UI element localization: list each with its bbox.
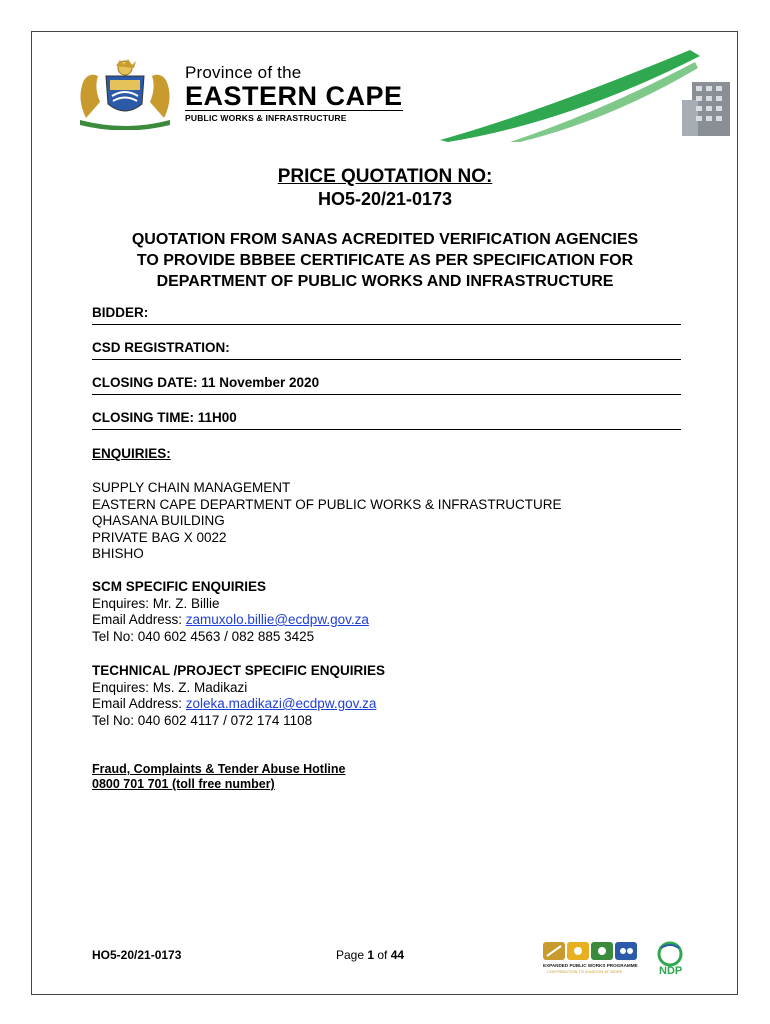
address-line: QHASANA BUILDING <box>92 513 225 528</box>
technical-email-link[interactable]: zoleka.madikazi@ecdpw.gov.za <box>185 696 377 711</box>
scm-enquiries-block <box>92 579 369 645</box>
coat-of-arms-logo <box>66 58 184 130</box>
address-line: SUPPLY CHAIN MANAGEMENT <box>92 480 291 495</box>
heading-line-3: DEPARTMENT OF PUBLIC WORKS AND INFRASTRUCTURE <box>156 273 614 290</box>
heading-line-2: TO PROVIDE BBBEE CERTIFICATE AS PER SPECIFICATION FOR <box>136 252 634 269</box>
fraud-hotline <box>92 762 346 792</box>
ndp-label: NDP <box>659 965 683 977</box>
department-logo-text <box>185 64 403 124</box>
closing-time-field: CLOSING TIME: 11H00 <box>92 410 681 430</box>
closing-date-field: CLOSING DATE: 11 November 2020 <box>92 375 681 395</box>
scm-email-label: Email Address: <box>92 612 186 627</box>
hotline-title: Fraud, Complaints & Tender Abuse Hotline <box>92 762 346 776</box>
heading-line-1: QUOTATION FROM SANAS ACREDITED VERIFICATION AGENCIES <box>131 231 639 248</box>
epwp-label: EXPANDED PUBLIC WORKS PROGRAMME <box>543 963 638 968</box>
department-line: PUBLIC WORKS & INFRASTRUCTURE <box>185 110 403 124</box>
building-icon <box>682 82 730 136</box>
epwp-tagline: CONTRIBUTION TO A NATION AT WORK <box>547 969 623 974</box>
green-swoosh-graphic <box>420 42 730 144</box>
province-line: Province of the <box>185 63 302 82</box>
scm-contact: Enquires: Mr. Z. Billie <box>92 595 220 611</box>
page-number: Page 1 of 44 <box>336 948 405 962</box>
address-line: EASTERN CAPE DEPARTMENT OF PUBLIC WORKS & INFRASTRUCTURE <box>92 496 562 512</box>
enquiries-address <box>92 480 562 563</box>
epwp-ndp-logo <box>543 940 691 978</box>
technical-email-label: Email Address: <box>92 696 186 711</box>
scm-tel: Tel No: 040 602 4563 / 082 885 3425 <box>92 628 315 644</box>
eastern-cape-wordmark: EASTERN CAPE <box>185 81 403 111</box>
enquiries-label: ENQUIRIES: <box>92 446 171 461</box>
quotation-number: HO5-20/21-0173 <box>317 189 453 209</box>
csd-registration-field: CSD REGISTRATION: <box>92 340 681 360</box>
hotline-number: 0800 701 701 (toll free number) <box>92 777 275 791</box>
scm-enquiries-title: SCM SPECIFIC ENQUIRIES <box>92 579 267 594</box>
technical-enquiries-title: TECHNICAL /PROJECT SPECIFIC ENQUIRIES <box>92 663 386 678</box>
address-line: PRIVATE BAG X 0022 <box>92 529 227 545</box>
quotation-heading <box>80 229 690 292</box>
address-line: BHISHO <box>92 546 144 561</box>
technical-enquiries-block <box>92 663 385 729</box>
technical-tel: Tel No: 040 602 4117 / 072 174 1108 <box>92 712 313 728</box>
bidder-field: BIDDER: <box>92 305 681 325</box>
scm-email-link[interactable]: zamuxolo.billie@ecdpw.gov.za <box>185 612 369 627</box>
technical-contact: Enquires: Ms. Z. Madikazi <box>92 679 248 695</box>
footer-reference: HO5-20/21-0173 <box>92 948 182 962</box>
price-quotation-title: PRICE QUOTATION NO: <box>277 166 493 187</box>
